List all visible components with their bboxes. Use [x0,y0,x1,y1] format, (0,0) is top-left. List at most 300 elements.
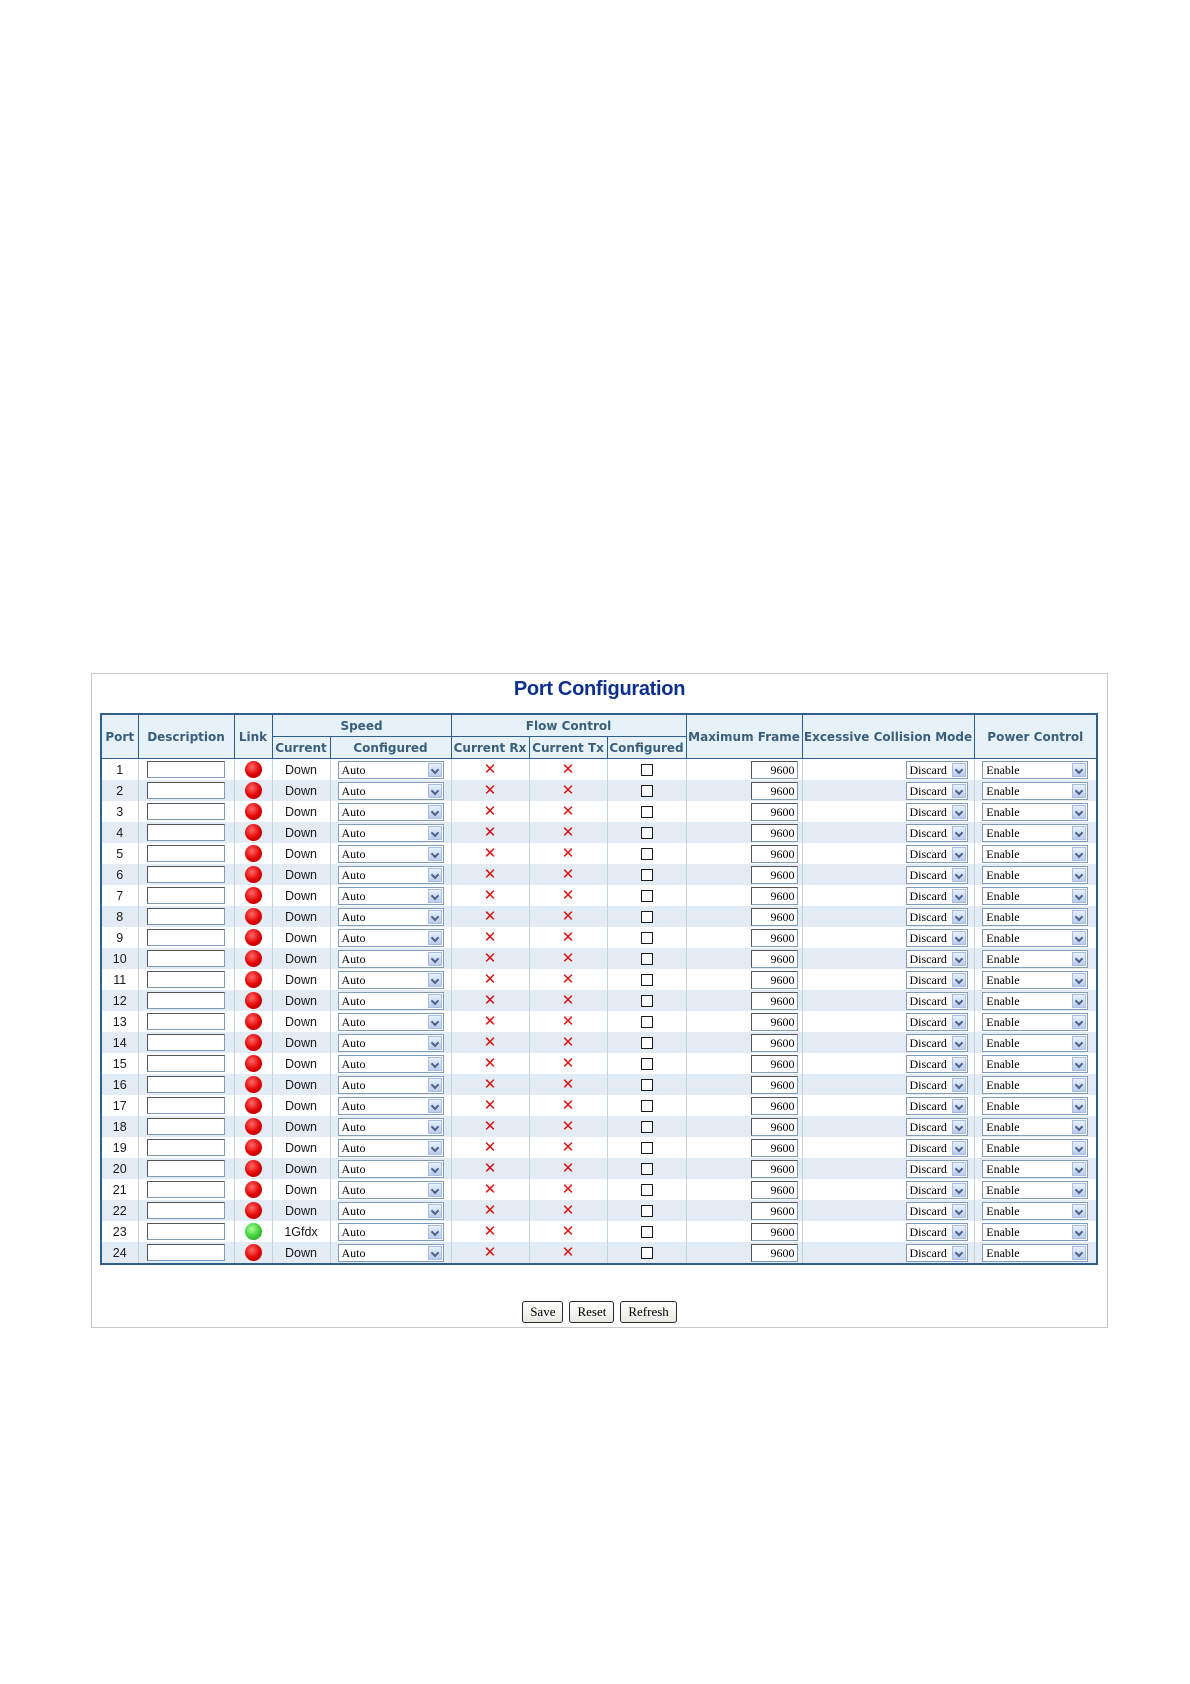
speed-configured-select[interactable] [338,803,444,821]
power-control-cell [974,1053,1097,1074]
flow-control-checkbox[interactable] [641,1079,653,1091]
collision-mode-cell [802,885,974,906]
chevron-down-icon[interactable] [1072,1015,1086,1029]
chevron-down-icon[interactable] [1072,1099,1086,1113]
collision-mode-select[interactable] [906,845,968,863]
max-frame-input[interactable]: 9600 [751,782,798,800]
max-frame-cell [686,948,802,969]
red-led-icon [245,908,262,925]
max-frame-input[interactable]: 9600 [751,1076,798,1094]
red-x-icon: ✕ [483,1180,497,1198]
red-x-icon: ✕ [483,1243,497,1261]
chevron-down-icon[interactable] [1072,931,1086,945]
save-button[interactable]: Save [522,1301,563,1323]
red-x-icon: ✕ [561,1096,575,1114]
flow-control-checkbox[interactable] [641,1100,653,1112]
chevron-down-icon[interactable] [1072,1183,1086,1197]
chevron-down-icon[interactable] [952,1015,966,1029]
chevron-down-icon[interactable] [1072,973,1086,987]
power-control-select[interactable] [982,992,1088,1010]
chevron-down-icon[interactable] [952,1057,966,1071]
speed-current: Down [272,948,330,969]
speed-configured-select[interactable] [338,1118,444,1136]
chevron-down-icon[interactable] [428,805,442,819]
max-frame-cell [686,969,802,990]
speed-configured-select[interactable] [338,1055,444,1073]
chevron-down-icon[interactable] [428,1120,442,1134]
speed-current: Down [272,1011,330,1032]
power-control-value: Enable [986,1140,1020,1155]
collision-mode-cell [802,801,974,822]
flow-control-checkbox[interactable] [641,1184,653,1196]
collision-mode-select[interactable] [906,887,968,905]
chevron-down-icon[interactable] [1072,1141,1086,1155]
speed-configured-value: Auto [341,972,366,987]
header-power-control: Power Control [974,714,1097,759]
fc-current-tx-cell [529,1242,607,1264]
speed-configured-select[interactable] [338,845,444,863]
port-number: 20 [101,1158,138,1179]
chevron-down-icon[interactable] [1072,847,1086,861]
description-input[interactable] [147,1244,225,1261]
chevron-down-icon[interactable] [428,1162,442,1176]
description-input[interactable] [147,1034,225,1051]
chevron-down-icon[interactable] [428,1246,442,1260]
chevron-down-icon[interactable] [428,826,442,840]
collision-mode-select[interactable] [906,824,968,842]
fc-current-tx-cell [529,1116,607,1137]
description-input[interactable] [147,866,225,883]
chevron-down-icon[interactable] [428,868,442,882]
chevron-down-icon[interactable] [952,1183,966,1197]
chevron-down-icon[interactable] [428,1183,442,1197]
speed-configured-select[interactable] [338,1139,444,1157]
power-control-cell [974,1095,1097,1116]
speed-configured-cell [330,1116,451,1137]
chevron-down-icon[interactable] [952,763,966,777]
chevron-down-icon[interactable] [952,952,966,966]
header-flow-control: Flow Control [451,714,686,737]
chevron-down-icon[interactable] [428,952,442,966]
speed-configured-select[interactable] [338,866,444,884]
power-control-select[interactable] [982,950,1088,968]
speed-configured-value: Auto [341,1140,366,1155]
fc-current-rx-cell [451,801,529,822]
speed-configured-select[interactable] [338,761,444,779]
collision-mode-value: Discard [909,1035,947,1050]
power-control-select[interactable] [982,887,1088,905]
collision-mode-cell [802,1074,974,1095]
port-number: 1 [101,759,138,781]
fc-current-tx-cell [529,1137,607,1158]
port-number: 13 [101,1011,138,1032]
power-control-select[interactable] [982,1160,1088,1178]
fc-current-rx-cell [451,1053,529,1074]
speed-configured-select[interactable] [338,1097,444,1115]
max-frame-input[interactable]: 9600 [751,992,798,1010]
collision-mode-cell [802,864,974,885]
chevron-down-icon[interactable] [428,889,442,903]
description-input[interactable] [147,908,225,925]
chevron-down-icon[interactable] [1072,910,1086,924]
flow-control-checkbox[interactable] [641,974,653,986]
description-input[interactable] [147,1181,225,1198]
max-frame-input[interactable]: 9600 [751,887,798,905]
chevron-down-icon[interactable] [1072,1078,1086,1092]
max-frame-input[interactable]: 9600 [751,1181,798,1199]
power-control-select[interactable] [982,1076,1088,1094]
speed-configured-select[interactable] [338,950,444,968]
power-control-select[interactable] [982,803,1088,821]
port-number: 12 [101,990,138,1011]
power-control-select[interactable] [982,1139,1088,1157]
power-control-select[interactable] [982,866,1088,884]
chevron-down-icon[interactable] [428,994,442,1008]
description-input[interactable] [147,1013,225,1030]
chevron-down-icon[interactable] [428,931,442,945]
chevron-down-icon[interactable] [1072,826,1086,840]
flow-control-checkbox[interactable] [641,995,653,1007]
fc-current-tx-cell [529,1074,607,1095]
speed-configured-select[interactable] [338,1160,444,1178]
collision-mode-select[interactable] [906,1055,968,1073]
power-control-cell [974,822,1097,843]
chevron-down-icon[interactable] [1072,805,1086,819]
chevron-down-icon[interactable] [952,994,966,1008]
description-input[interactable] [147,887,225,904]
collision-mode-select[interactable] [906,1181,968,1199]
chevron-down-icon[interactable] [428,973,442,987]
max-frame-input[interactable]: 9600 [751,866,798,884]
chevron-down-icon[interactable] [952,1120,966,1134]
speed-configured-select[interactable] [338,908,444,926]
power-control-cell [974,1242,1097,1264]
chevron-down-icon[interactable] [428,847,442,861]
chevron-down-icon[interactable] [428,1099,442,1113]
speed-configured-cell [330,864,451,885]
max-frame-input[interactable]: 9600 [751,1139,798,1157]
power-control-select[interactable] [982,1013,1088,1031]
description-cell [138,906,234,927]
collision-mode-select[interactable] [906,1118,968,1136]
flow-control-checkbox[interactable] [641,869,653,881]
collision-mode-value: Discard [909,783,947,798]
speed-configured-select[interactable] [338,1034,444,1052]
description-input[interactable] [147,845,225,862]
speed-current: Down [272,1053,330,1074]
collision-mode-value: Discard [909,825,947,840]
speed-configured-cell [330,1158,451,1179]
collision-mode-select[interactable] [906,971,968,989]
chevron-down-icon[interactable] [952,1036,966,1050]
chevron-down-icon[interactable] [1072,1204,1086,1218]
flow-control-checkbox[interactable] [641,827,653,839]
port-number: 3 [101,801,138,822]
speed-configured-select[interactable] [338,1076,444,1094]
link-cell [234,1032,272,1053]
chevron-down-icon[interactable] [1072,784,1086,798]
chevron-down-icon[interactable] [1072,952,1086,966]
flow-control-checkbox[interactable] [641,1163,653,1175]
chevron-down-icon[interactable] [1072,868,1086,882]
speed-configured-cell [330,927,451,948]
description-input[interactable] [147,1139,225,1156]
speed-current: Down [272,864,330,885]
max-frame-input[interactable]: 9600 [751,971,798,989]
collision-mode-value: Discard [909,951,947,966]
description-input[interactable] [147,1160,225,1177]
table-row [101,780,1097,801]
chevron-down-icon[interactable] [1072,763,1086,777]
chevron-down-icon[interactable] [952,1099,966,1113]
chevron-down-icon[interactable] [1072,1162,1086,1176]
collision-mode-value: Discard [909,1224,947,1239]
power-control-select[interactable] [982,1202,1088,1220]
speed-configured-select[interactable] [338,887,444,905]
link-cell [234,969,272,990]
power-control-value: Enable [986,1014,1020,1029]
red-x-icon: ✕ [561,781,575,799]
description-input[interactable] [147,1055,225,1072]
flow-control-checkbox[interactable] [641,1226,653,1238]
speed-configured-select[interactable] [338,1202,444,1220]
chevron-down-icon[interactable] [952,826,966,840]
power-control-select[interactable] [982,1097,1088,1115]
speed-current: Down [272,990,330,1011]
description-cell [138,1116,234,1137]
max-frame-input[interactable]: 9600 [751,824,798,842]
chevron-down-icon[interactable] [428,1141,442,1155]
flow-control-checkbox[interactable] [641,848,653,860]
chevron-down-icon[interactable] [952,931,966,945]
collision-mode-select[interactable] [906,908,968,926]
table-row [101,1053,1097,1074]
fc-current-rx-cell [451,1116,529,1137]
red-led-icon [245,992,262,1009]
description-input[interactable] [147,782,225,799]
chevron-down-icon[interactable] [1072,1225,1086,1239]
chevron-down-icon[interactable] [952,889,966,903]
power-control-value: Enable [986,1182,1020,1197]
flow-control-checkbox[interactable] [641,1016,653,1028]
speed-configured-cell [330,759,451,781]
flow-control-checkbox[interactable] [641,785,653,797]
flow-control-checkbox[interactable] [641,1205,653,1217]
speed-configured-value: Auto [341,1203,366,1218]
collision-mode-select[interactable] [906,1139,968,1157]
chevron-down-icon[interactable] [952,973,966,987]
max-frame-input[interactable]: 9600 [751,1118,798,1136]
description-input[interactable] [147,1118,225,1135]
speed-configured-select[interactable] [338,824,444,842]
power-control-select[interactable] [982,1055,1088,1073]
collision-mode-select[interactable] [906,1097,968,1115]
collision-mode-select[interactable] [906,1223,968,1241]
collision-mode-select[interactable] [906,803,968,821]
collision-mode-cell [802,927,974,948]
speed-configured-select[interactable] [338,1181,444,1199]
speed-configured-select[interactable] [338,971,444,989]
collision-mode-select[interactable] [906,761,968,779]
chevron-down-icon[interactable] [1072,1120,1086,1134]
chevron-down-icon[interactable] [428,763,442,777]
max-frame-input[interactable]: 9600 [751,929,798,947]
description-input[interactable] [147,950,225,967]
power-control-select[interactable] [982,824,1088,842]
speed-configured-select[interactable] [338,1223,444,1241]
fc-configured-cell [607,1137,686,1158]
power-control-select[interactable] [982,908,1088,926]
collision-mode-select[interactable] [906,1034,968,1052]
chevron-down-icon[interactable] [952,805,966,819]
description-input[interactable] [147,761,225,778]
flow-control-checkbox[interactable] [641,1037,653,1049]
red-led-icon [245,1097,262,1114]
fc-configured-cell [607,1011,686,1032]
chevron-down-icon[interactable] [952,1204,966,1218]
chevron-down-icon[interactable] [1072,994,1086,1008]
description-cell [138,969,234,990]
description-input[interactable] [147,1076,225,1093]
description-input[interactable] [147,824,225,841]
max-frame-input[interactable]: 9600 [751,950,798,968]
flow-control-checkbox[interactable] [641,1247,653,1259]
power-control-select[interactable] [982,1181,1088,1199]
collision-mode-select[interactable] [906,1202,968,1220]
speed-configured-select[interactable] [338,929,444,947]
collision-mode-select[interactable] [906,1244,968,1262]
description-input[interactable] [147,929,225,946]
flow-control-checkbox[interactable] [641,953,653,965]
max-frame-input[interactable]: 9600 [751,803,798,821]
max-frame-input[interactable]: 9600 [751,1097,798,1115]
max-frame-input[interactable]: 9600 [751,1055,798,1073]
reset-button[interactable]: Reset [569,1301,614,1323]
max-frame-input[interactable]: 9600 [751,1013,798,1031]
chevron-down-icon[interactable] [428,1078,442,1092]
chevron-down-icon[interactable] [952,847,966,861]
fc-current-tx-cell [529,1158,607,1179]
refresh-button[interactable]: Refresh [620,1301,676,1323]
port-number: 4 [101,822,138,843]
red-x-icon: ✕ [483,949,497,967]
description-input[interactable] [147,992,225,1009]
port-number: 7 [101,885,138,906]
chevron-down-icon[interactable] [428,784,442,798]
max-frame-input[interactable]: 9600 [751,1202,798,1220]
power-control-select[interactable] [982,1034,1088,1052]
speed-configured-select[interactable] [338,1013,444,1031]
power-control-value: Enable [986,1203,1020,1218]
chevron-down-icon[interactable] [428,910,442,924]
description-input[interactable] [147,1223,225,1240]
max-frame-input[interactable]: 9600 [751,1034,798,1052]
speed-configured-select[interactable] [338,782,444,800]
flow-control-checkbox[interactable] [641,806,653,818]
max-frame-input[interactable]: 9600 [751,1223,798,1241]
red-x-icon: ✕ [561,802,575,820]
max-frame-cell [686,927,802,948]
description-cell [138,927,234,948]
chevron-down-icon[interactable] [952,910,966,924]
flow-control-checkbox[interactable] [641,932,653,944]
collision-mode-select[interactable] [906,1076,968,1094]
flow-control-checkbox[interactable] [641,890,653,902]
collision-mode-value: Discard [909,909,947,924]
power-control-select[interactable] [982,1244,1088,1262]
speed-configured-select[interactable] [338,992,444,1010]
chevron-down-icon[interactable] [428,1225,442,1239]
chevron-down-icon[interactable] [1072,1036,1086,1050]
max-frame-input[interactable]: 9600 [751,761,798,779]
collision-mode-select[interactable] [906,1160,968,1178]
chevron-down-icon[interactable] [428,1036,442,1050]
description-input[interactable] [147,971,225,988]
collision-mode-select[interactable] [906,866,968,884]
power-control-select[interactable] [982,971,1088,989]
description-input[interactable] [147,803,225,820]
chevron-down-icon[interactable] [428,1204,442,1218]
power-control-select[interactable] [982,845,1088,863]
power-control-select[interactable] [982,782,1088,800]
max-frame-input[interactable]: 9600 [751,908,798,926]
chevron-down-icon[interactable] [1072,1246,1086,1260]
chevron-down-icon[interactable] [952,1162,966,1176]
chevron-down-icon[interactable] [952,1225,966,1239]
power-control-select[interactable] [982,761,1088,779]
port-number: 2 [101,780,138,801]
max-frame-input[interactable]: 9600 [751,845,798,863]
chevron-down-icon[interactable] [952,1141,966,1155]
collision-mode-select[interactable] [906,992,968,1010]
power-control-select[interactable] [982,1223,1088,1241]
collision-mode-select[interactable] [906,782,968,800]
flow-control-checkbox[interactable] [641,1142,653,1154]
chevron-down-icon[interactable] [1072,1057,1086,1071]
fc-current-tx-cell [529,822,607,843]
description-input[interactable] [147,1202,225,1219]
collision-mode-select[interactable] [906,950,968,968]
chevron-down-icon[interactable] [428,1057,442,1071]
chevron-down-icon[interactable] [1072,889,1086,903]
flow-control-checkbox[interactable] [641,764,653,776]
power-control-select[interactable] [982,929,1088,947]
power-control-select[interactable] [982,1118,1088,1136]
max-frame-input[interactable]: 9600 [751,1160,798,1178]
max-frame-input[interactable]: 9600 [751,1244,798,1262]
chevron-down-icon[interactable] [428,1015,442,1029]
speed-configured-cell [330,1200,451,1221]
collision-mode-select[interactable] [906,929,968,947]
flow-control-checkbox[interactable] [641,1058,653,1070]
description-cell [138,1221,234,1242]
description-input[interactable] [147,1097,225,1114]
flow-control-checkbox[interactable] [641,911,653,923]
chevron-down-icon[interactable] [952,784,966,798]
red-x-icon: ✕ [483,970,497,988]
table-row [101,822,1097,843]
chevron-down-icon[interactable] [952,868,966,882]
red-x-icon: ✕ [561,844,575,862]
header-fc-current-tx: Current Tx [529,737,607,759]
speed-configured-cell [330,1221,451,1242]
max-frame-cell [686,1053,802,1074]
collision-mode-select[interactable] [906,1013,968,1031]
chevron-down-icon[interactable] [952,1078,966,1092]
flow-control-checkbox[interactable] [641,1121,653,1133]
speed-configured-select[interactable] [338,1244,444,1262]
chevron-down-icon[interactable] [952,1246,966,1260]
